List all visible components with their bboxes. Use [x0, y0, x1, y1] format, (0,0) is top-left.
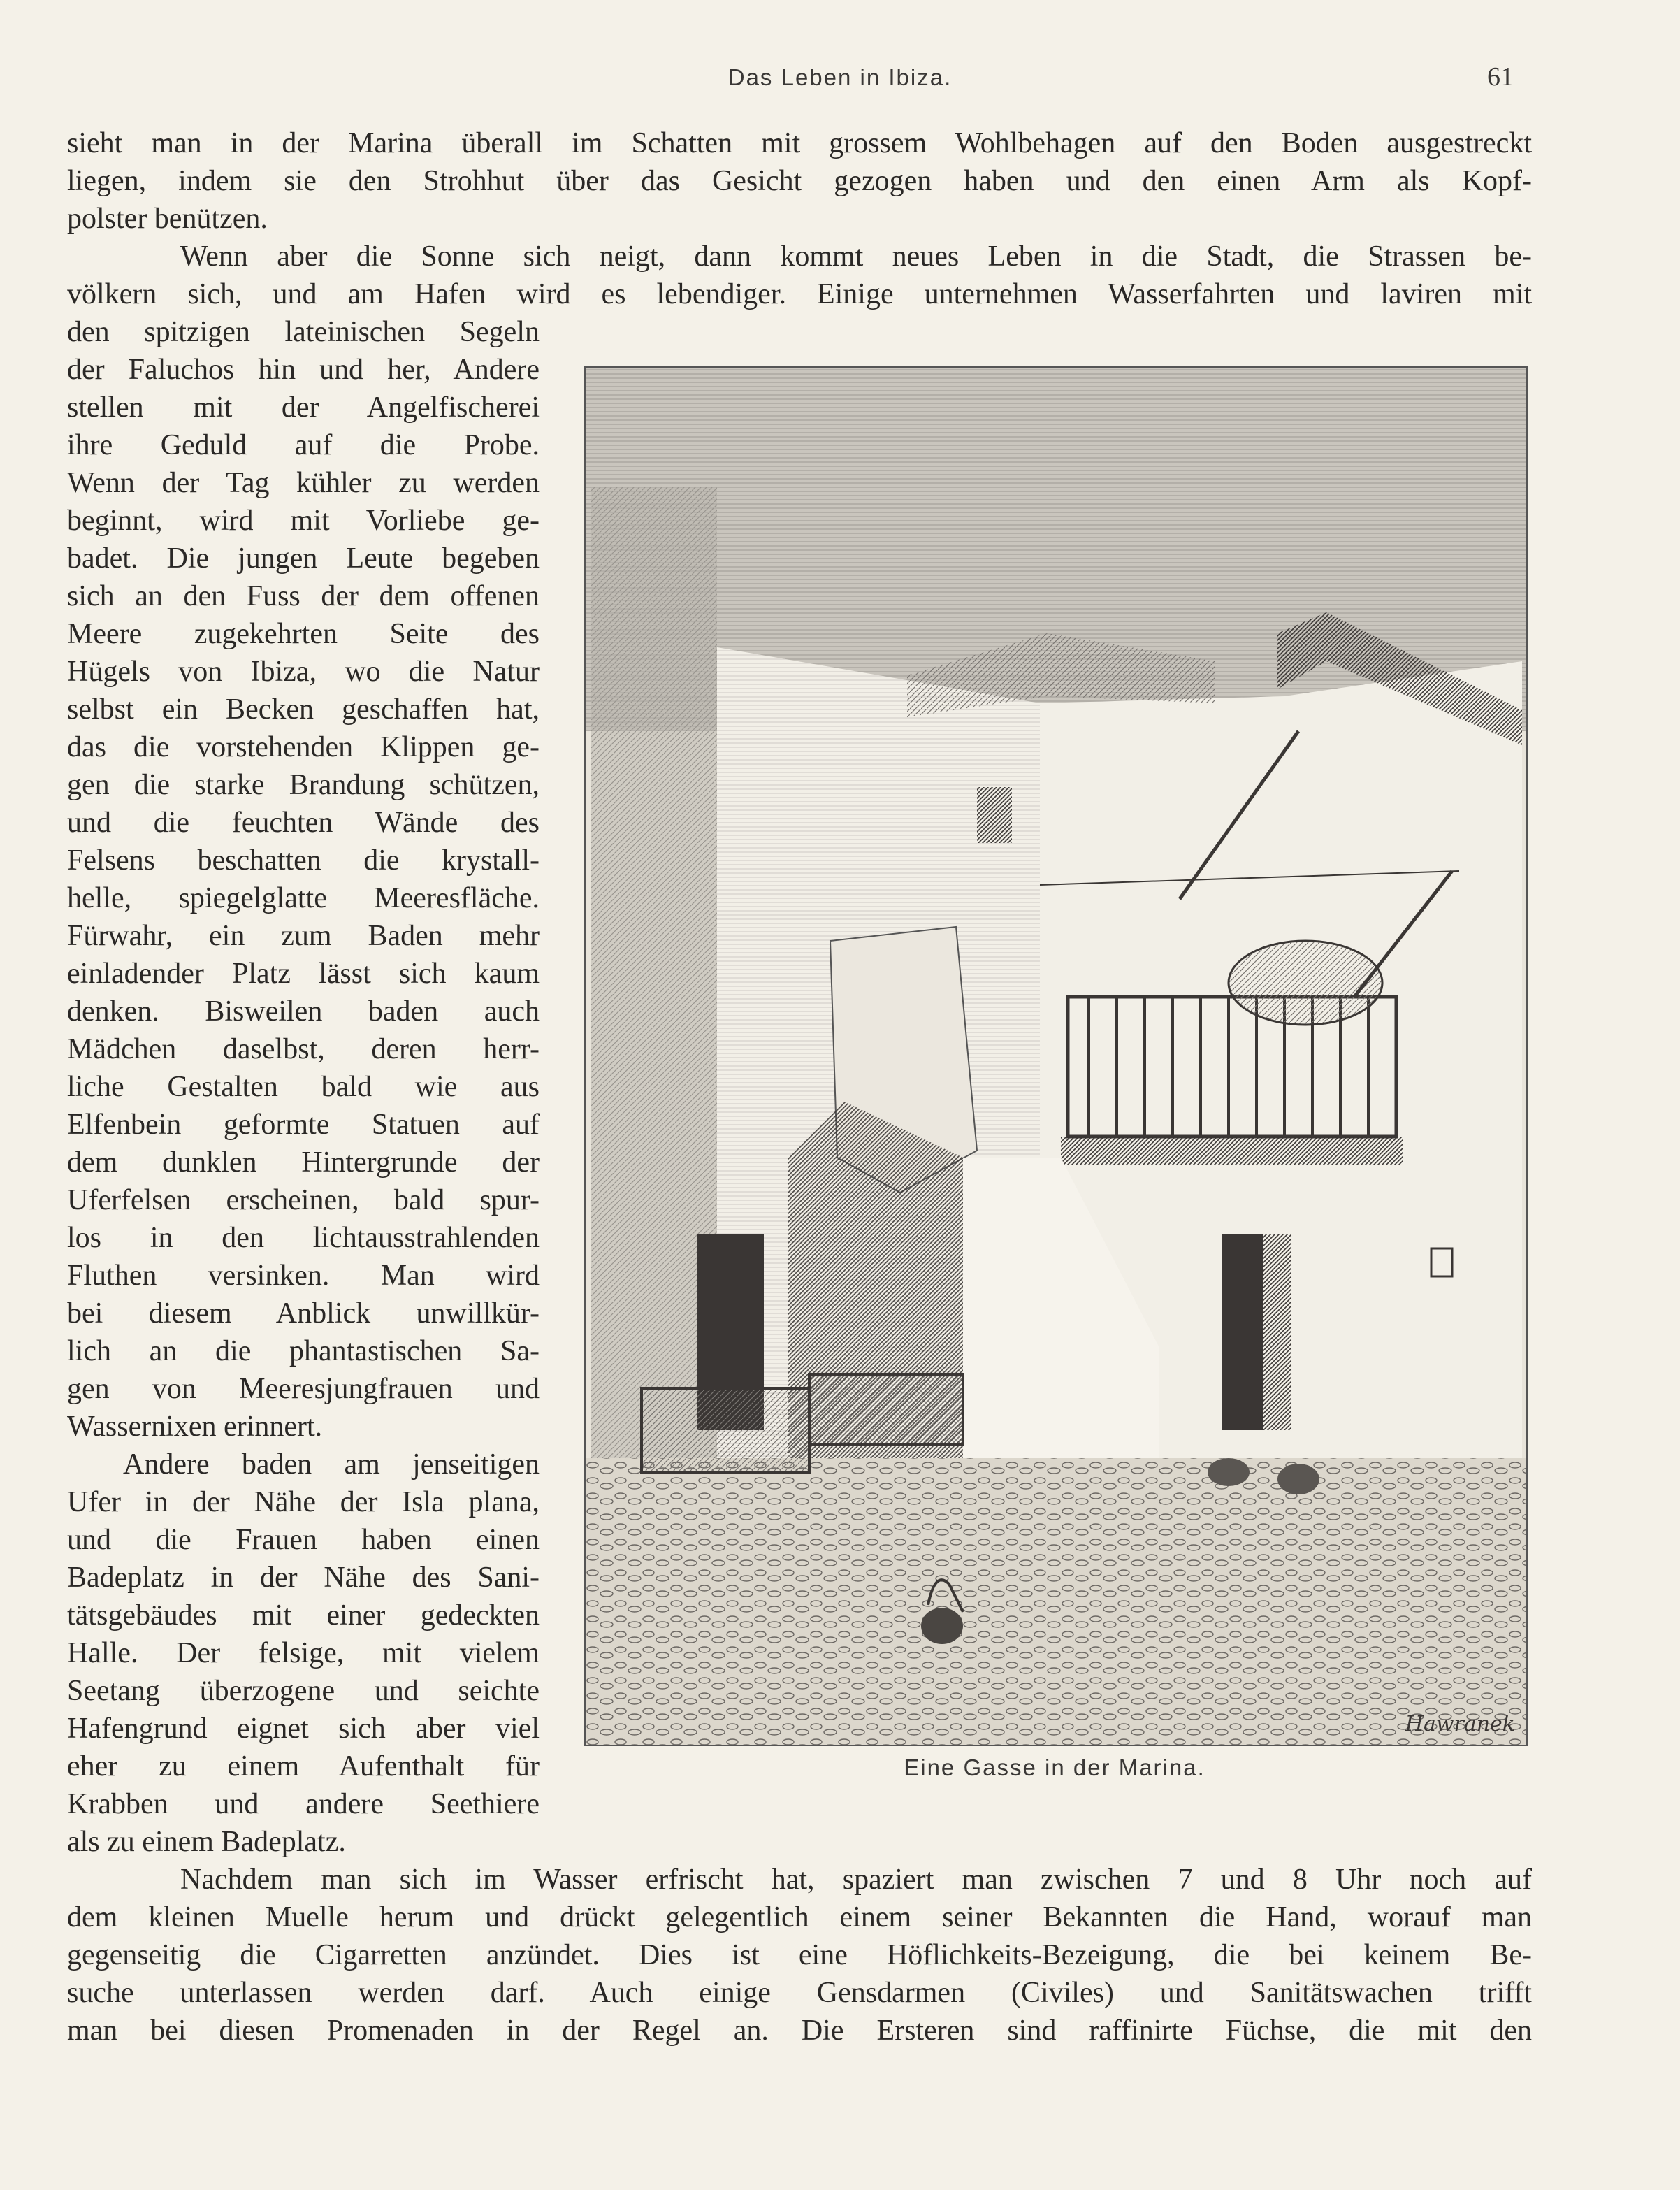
column-line: Meere zugekehrten Seite des [67, 618, 540, 650]
column-line: den spitzigen lateinischen Segeln [67, 316, 540, 348]
street-scene-drawing [586, 368, 1526, 1745]
column-line: bei diesem Anblick unwillkür- [67, 1297, 540, 1330]
column-line: einladender Platz lässt sich kaum [67, 958, 540, 990]
engraving-illustration [584, 366, 1528, 1746]
text-line: sieht man in der Marina überall im Schatten mit grossem Wohlbehagen auf den Boden ausgestreckt [67, 127, 1532, 159]
column-line: Felsens beschatten die krystall- [67, 844, 540, 877]
column-line: Uferfelsen erscheinen, bald spur- [67, 1184, 540, 1216]
column-line: Hafengrund eignet sich aber viel [67, 1713, 540, 1745]
running-title: Das Leben in Ibiza. [727, 64, 953, 90]
text-line: gegenseitig die Cigarretten anzündet. Dies ist eine Höflichkeits-Bezeigung, die bei keinem Be- [67, 1939, 1532, 1971]
column-line: eher zu einem Aufenthalt für [67, 1750, 540, 1782]
text-line: liegen, indem sie den Strohhut über das Gesicht gezogen haben und den einen Arm als Kopf- [67, 165, 1532, 197]
artist-signature: Hawranek [1405, 1712, 1515, 1736]
column-line: ihre Geduld auf die Probe. [67, 429, 540, 461]
text-line: Wenn aber die Sonne sich neigt, dann kommt neues Leben in die Stadt, die Strassen be- [180, 240, 1532, 273]
column-line: Fluthen versinken. Man wird [67, 1260, 540, 1292]
figure-caption: Eine Gasse in der Marina. [904, 1755, 1205, 1780]
column-line: tätsgebäudes mit einer gedeckten [67, 1599, 540, 1631]
text-line: völkern sich, und am Hafen wird es lebendiger. Einige unternehmen Wasserfahrten und laviren mit [67, 278, 1532, 310]
column-line: und die feuchten Wände des [67, 807, 540, 839]
column-line: Halle. Der felsige, mit vielem [67, 1637, 540, 1669]
column-line: helle, spiegelglatte Meeresfläche. [67, 882, 540, 914]
column-line: das die vorstehenden Klippen ge- [67, 731, 540, 763]
column-line: sich an den Fuss der dem offenen [67, 580, 540, 612]
column-line: Elfenbein geformte Statuen auf [67, 1109, 540, 1141]
column-line: denken. Bisweilen baden auch [67, 995, 540, 1028]
column-line: liche Gestalten bald wie aus [67, 1071, 540, 1103]
column-line: der Faluchos hin und her, Andere [67, 354, 540, 386]
column-line: badet. Die jungen Leute begeben [67, 542, 540, 575]
column-line: Badeplatz in der Nähe des Sani- [67, 1562, 540, 1594]
column-line: lich an die phantastischen Sa- [67, 1335, 540, 1367]
column-line: Seetang überzogene und seichte [67, 1675, 540, 1707]
text-line: man bei diesen Promenaden in der Regel an. Die Ersteren sind raffinirte Füchse, die mit den [67, 2015, 1532, 2047]
column-line: gen von Meeresjungfrauen und [67, 1373, 540, 1405]
column-line: Wassernixen erinnert. [67, 1411, 323, 1443]
column-line: beginnt, wird mit Vorliebe ge- [67, 505, 540, 537]
column-line: stellen mit der Angelfischerei [67, 391, 540, 424]
column-line: Krabben und andere Seethiere [67, 1788, 540, 1820]
text-line: suche unterlassen werden darf. Auch einige Gensdarmen (Civiles) und Sanitätswachen trifft [67, 1977, 1532, 2009]
column-line: und die Frauen haben einen [67, 1524, 540, 1556]
text-line: Nachdem man sich im Wasser erfrischt hat, spaziert man zwischen 7 und 8 Uhr noch auf [180, 1864, 1532, 1896]
column-line: Wenn der Tag kühler zu werden [67, 467, 540, 499]
column-line: selbst ein Becken geschaffen hat, [67, 693, 540, 726]
column-line: Andere baden am jenseitigen [123, 1448, 540, 1481]
column-line: Fürwahr, ein zum Baden mehr [67, 920, 540, 952]
column-line: gen die starke Brandung schützen, [67, 769, 540, 801]
text-line: dem kleinen Muelle herum und drückt gelegentlich einem seiner Bekannten die Hand, worauf man [67, 1901, 1532, 1933]
page-number: 61 [1487, 62, 1514, 92]
column-line: Mädchen daselbst, deren herr- [67, 1033, 540, 1065]
column-line: Hügels von Ibiza, wo die Natur [67, 656, 540, 688]
text-line: polster benützen. [67, 203, 268, 235]
column-line: los in den lichtausstrahlenden [67, 1222, 540, 1254]
column-line: Ufer in der Nähe der Isla plana, [67, 1486, 540, 1518]
column-line: als zu einem Badeplatz. [67, 1826, 346, 1858]
column-line: dem dunklen Hintergrunde der [67, 1146, 540, 1179]
